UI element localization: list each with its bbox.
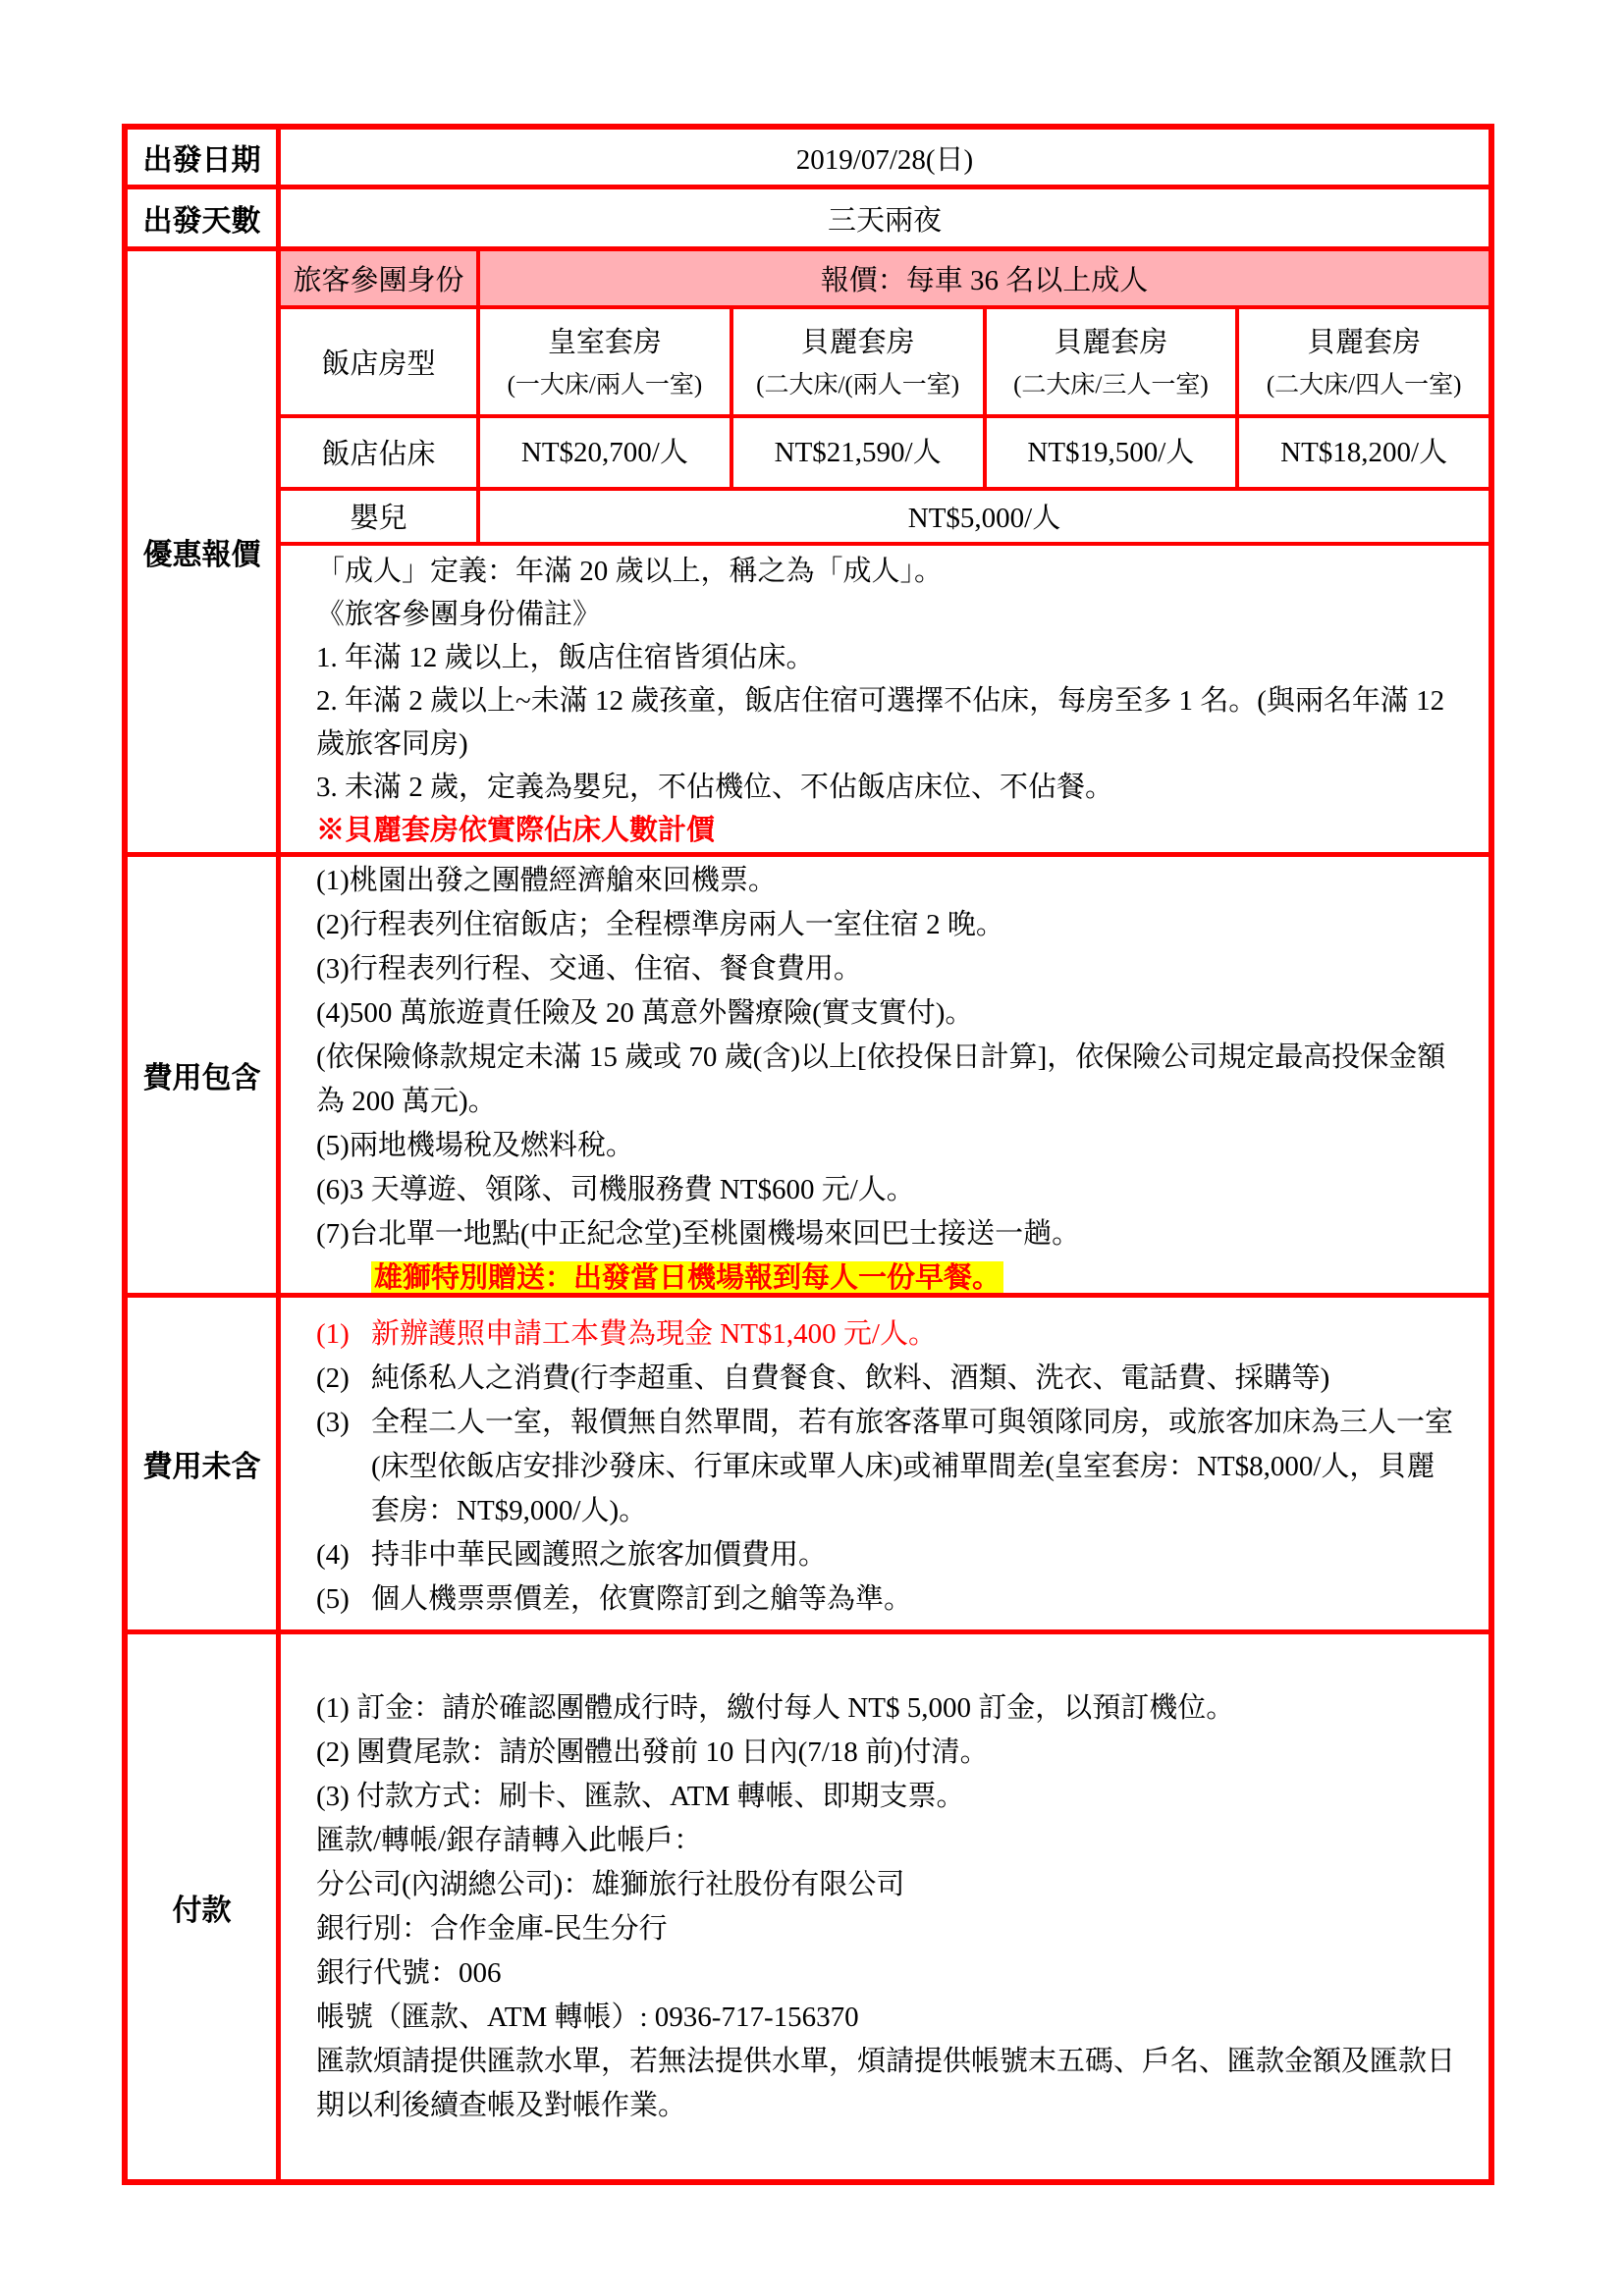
- item-text: 新辦護照申請工本費為現金 NT$1,400 元/人。: [371, 1318, 937, 1350]
- departure-date-label: 出發日期: [128, 130, 281, 185]
- excluded-item: [316, 1577, 1461, 1622]
- room-name: 皇室套房: [547, 326, 662, 358]
- room-type-label: 飯店房型: [281, 309, 480, 414]
- room-price-cell: NT$20,700/人: [480, 418, 733, 487]
- infant-price-value: NT$5,000/人: [907, 503, 1061, 535]
- payment-item: (2) 團費尾款：請於團體出發前 10 日內(7/18 前)付清。: [316, 1735, 989, 1768]
- room-spec: (二大床/(兩人一室): [756, 371, 960, 399]
- note-line: 3. 未滿 2 歲，定義為嬰兒，不佔機位、不佔飯店床位、不佔餐。: [316, 772, 1114, 803]
- room-type-cell: [987, 309, 1240, 414]
- payment-item: 匯款煩請提供匯款水單，若無法提供水單，煩請提供帳號末五碼、戶名、匯款金額及匯款日期以利後續查帳及對帳作業。: [316, 2045, 1456, 2121]
- room-type-row: [281, 309, 1489, 418]
- payment-item: (3) 付款方式：刷卡、匯款、ATM 轉帳、即期支票。: [316, 1780, 965, 1812]
- item-text: 純係私人之消費(行李超重、自費餐食、飲料、酒類、洗衣、電話費、採購等): [371, 1362, 1330, 1394]
- identity-row: [281, 251, 1489, 309]
- payment-item: 帳號（匯款、ATM 轉帳）: 0936-717-156370: [316, 2001, 859, 2033]
- infant-price-row: [281, 491, 1489, 546]
- room-type-cell: [1239, 309, 1489, 414]
- note-line: 2. 年滿 2 歲以上~未滿 12 歲孩童，飯店住宿可選擇不佔床，每房至多 1 名。(與兩名年滿 12 歲旅客同房): [316, 685, 1445, 760]
- room-price-cell: NT$19,500/人: [987, 418, 1240, 487]
- duration-value: 三天兩夜: [827, 204, 942, 237]
- payment-item: 銀行代號：006: [316, 1956, 502, 1989]
- quote-section-label: 優惠報價: [128, 251, 281, 852]
- item-marker: (5): [316, 1583, 350, 1615]
- identity-value: 報價：每車 36 名以上成人: [480, 251, 1489, 305]
- room-type-cell: [733, 309, 987, 414]
- excluded-item: [316, 1357, 1461, 1401]
- included-item: (依保險條款規定未滿 15 歲或 70 歲(含)以上[依投保日計算]，依保險公司規定最高投保金額為 200 萬元)。: [316, 1041, 1446, 1117]
- payment-item: 匯款/轉帳/銀存請轉入此帳戶：: [316, 1824, 703, 1856]
- room-spec: (二大床/三人一室): [1013, 371, 1209, 399]
- room-price-cell: NT$18,200/人: [1280, 436, 1448, 468]
- duration-label: 出發天數: [128, 189, 281, 246]
- identity-label: 旅客參團身份: [281, 251, 480, 305]
- included-item: (7)台北單一地點(中正紀念堂)至桃園機場來回巴士接送一趟。: [316, 1218, 1081, 1250]
- note-line: 「成人」定義：年滿 20 歲以上，稱之為「成人」。: [316, 556, 944, 587]
- departure-date-row: [128, 130, 1489, 185]
- included-item: (6)3 天導遊、領隊、司機服務費 NT$600 元/人。: [316, 1174, 915, 1205]
- item-text: 個人機票票價差，依實際訂到之艙等為準。: [371, 1583, 913, 1615]
- room-spec: (一大床/兩人一室): [507, 371, 703, 399]
- item-marker: (1): [316, 1318, 350, 1350]
- room-name: 貝麗套房: [1307, 326, 1422, 358]
- room-price-label: 飯店佔床: [281, 418, 480, 487]
- room-type-cell: [480, 309, 733, 414]
- item-text: 持非中華民國護照之旅客加價費用。: [371, 1539, 828, 1571]
- excluded-item: [316, 1401, 1461, 1533]
- note-line: 《旅客參團身份備註》: [316, 599, 602, 630]
- room-price-cell: NT$21,590/人: [733, 418, 987, 487]
- excluded-item: [316, 1533, 1461, 1577]
- payment-body: [281, 1634, 1489, 2179]
- room-spec: (二大床/四人一室): [1266, 371, 1462, 399]
- fees-excluded-body: [281, 1298, 1489, 1629]
- included-item: (1)桃園出發之團體經濟艙來回機票。: [316, 865, 777, 896]
- payment-item: 銀行別：合作金庫-民生分行: [316, 1912, 668, 1945]
- room-name: 貝麗套房: [1054, 326, 1168, 358]
- item-marker: (2): [316, 1362, 350, 1394]
- bed-pricing-warning: ※貝麗套房依實際佔床人數計價: [316, 815, 716, 846]
- included-item: (3)行程表列行程、交通、住宿、餐食費用。: [316, 953, 862, 985]
- payment-row: [128, 1629, 1489, 2179]
- note-line: 1. 年滿 12 歲以上，飯店住宿皆須佔床。: [316, 642, 815, 673]
- fees-included-body: [281, 857, 1489, 1293]
- fees-included-label: 費用包含: [128, 857, 281, 1293]
- payment-label: 付款: [128, 1634, 281, 2179]
- item-marker: (4): [316, 1539, 350, 1571]
- fees-excluded-label: 費用未含: [128, 1298, 281, 1629]
- quote-section-row: [128, 246, 1489, 852]
- gift-highlight: 雄獅特別贈送：出發當日機場報到每人一份早餐。: [371, 1261, 1003, 1295]
- included-item: (5)兩地機場稅及燃料稅。: [316, 1130, 634, 1161]
- included-item: (2)行程表列住宿飯店；全程標準房兩人一室住宿 2 晚。: [316, 909, 1004, 940]
- included-item: (4)500 萬旅遊責任險及 20 萬意外醫療險(實支實付)。: [316, 997, 974, 1029]
- room-price-row: [281, 418, 1489, 491]
- room-name: 貝麗套房: [800, 326, 915, 358]
- fees-included-row: [128, 852, 1489, 1293]
- quote-notes: [281, 546, 1489, 852]
- infant-label: 嬰兒: [281, 491, 480, 542]
- excluded-item: [316, 1312, 1461, 1357]
- fees-excluded-row: [128, 1293, 1489, 1629]
- payment-item: (1) 訂金：請於確認團體成行時，繳付每人 NT$ 5,000 訂金，以預訂機位。: [316, 1691, 1235, 1724]
- departure-date-value: 2019/07/28(日): [795, 143, 974, 176]
- quote-section-body: [281, 251, 1489, 852]
- payment-item: 分公司(內湖總公司)：雄獅旅行社股份有限公司: [316, 1868, 905, 1900]
- pricing-table: [122, 124, 1494, 2185]
- item-text: 全程二人一室，報價無自然單間，若有旅客落單可與領隊同房，或旅客加床為三人一室(床型依飯店安排沙發床、行軍床或單人床)或補單間差(皇室套房：NT$8,000/人，貝麗套房：NT$9,000/人)。: [371, 1407, 1454, 1526]
- item-marker: (3): [316, 1407, 350, 1438]
- duration-row: [128, 185, 1489, 246]
